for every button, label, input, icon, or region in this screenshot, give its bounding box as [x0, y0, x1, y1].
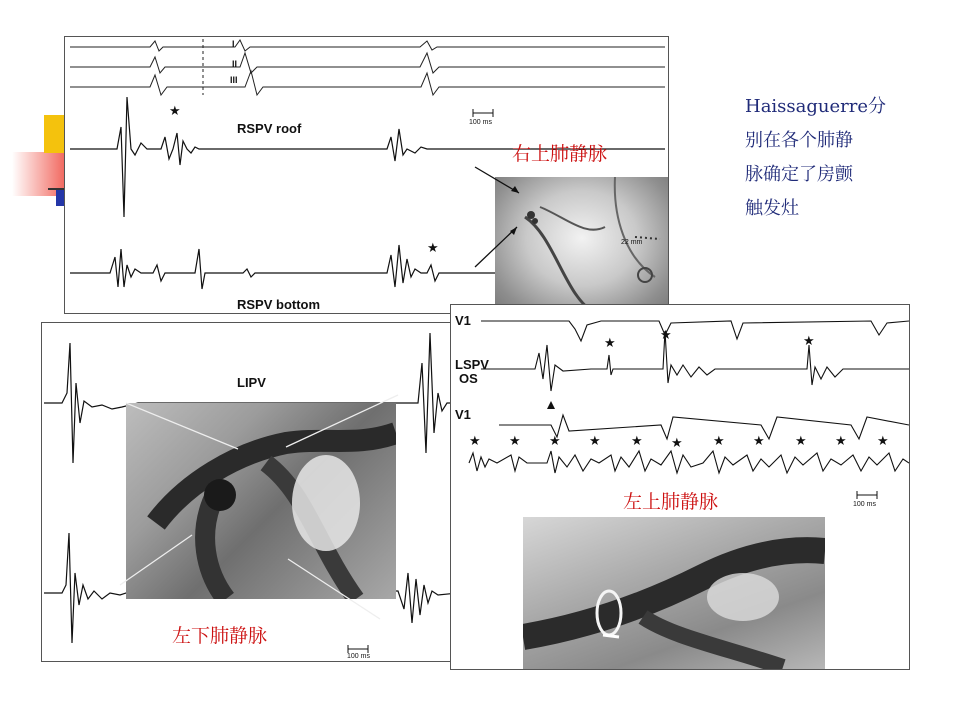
trigger-star-marker: ★ — [169, 104, 181, 119]
trigger-star-marker: ★ — [549, 434, 561, 449]
lipv-recording-panel — [41, 322, 457, 662]
lead-label-v1-top: V1 — [455, 313, 471, 328]
lead-label-i: I — [232, 39, 235, 49]
lead-label-v1-mid: V1 — [455, 407, 471, 422]
lead-label-ii: II — [232, 59, 238, 69]
trigger-star-marker: ★ — [469, 434, 481, 449]
angiography-image-left-inferior — [126, 403, 396, 599]
angiography-image-left-superior — [523, 517, 825, 670]
trigger-star-marker: ★ — [660, 328, 672, 343]
rspv-recording-panel — [64, 36, 669, 314]
scale-bar-label: 100 ms — [469, 119, 492, 126]
vein-label-left-inferior: 左下肺静脉 — [172, 625, 268, 647]
caption-line-4: 触发灶 — [745, 198, 799, 219]
trigger-star-marker: ★ — [713, 434, 725, 449]
lspv-recording-panel — [450, 304, 910, 670]
trigger-star-marker: ★ — [877, 434, 889, 449]
trigger-star-marker: ★ — [631, 434, 643, 449]
trigger-star-marker: ★ — [795, 434, 807, 449]
trace-label-lspv: LSPV — [455, 357, 489, 372]
trigger-star-marker: ★ — [589, 434, 601, 449]
angio-measure-label: 22 mm — [621, 239, 643, 246]
caption-line-2: 别在各个肺静 — [745, 130, 853, 151]
caption-line-1-cjk: 分 — [868, 96, 887, 117]
lead-label-iii: III — [230, 75, 238, 85]
trace-label-os: OS — [459, 371, 478, 386]
caption-note — [745, 90, 915, 226]
trigger-star-marker: ★ — [427, 241, 439, 256]
vein-label-left-superior: 左上肺静脉 — [623, 491, 719, 513]
caption-author-name: Haissaguerre — [745, 96, 869, 117]
trigger-star-marker: ★ — [803, 334, 815, 349]
scale-bar-label: 100 ms — [853, 501, 876, 508]
caption-line-3: 脉确定了房颤 — [745, 164, 853, 185]
trace-label-rspv-roof: RSPV roof — [237, 121, 302, 136]
caption-line-1 — [745, 90, 915, 124]
fluoroscopy-image-right-superior — [495, 177, 669, 313]
trigger-star-marker: ★ — [509, 434, 521, 449]
scale-bar-label: 100 ms — [347, 653, 370, 660]
trigger-star-marker: ★ — [835, 434, 847, 449]
trace-label-rspv-bottom: RSPV bottom — [237, 297, 321, 312]
vein-label-right-superior: 右上肺静脉 — [512, 143, 608, 165]
trigger-star-marker: ★ — [604, 336, 616, 351]
trigger-star-marker: ★ — [671, 436, 683, 451]
trace-label-lipv: LIPV — [237, 375, 266, 390]
trigger-star-marker: ★ — [753, 434, 765, 449]
